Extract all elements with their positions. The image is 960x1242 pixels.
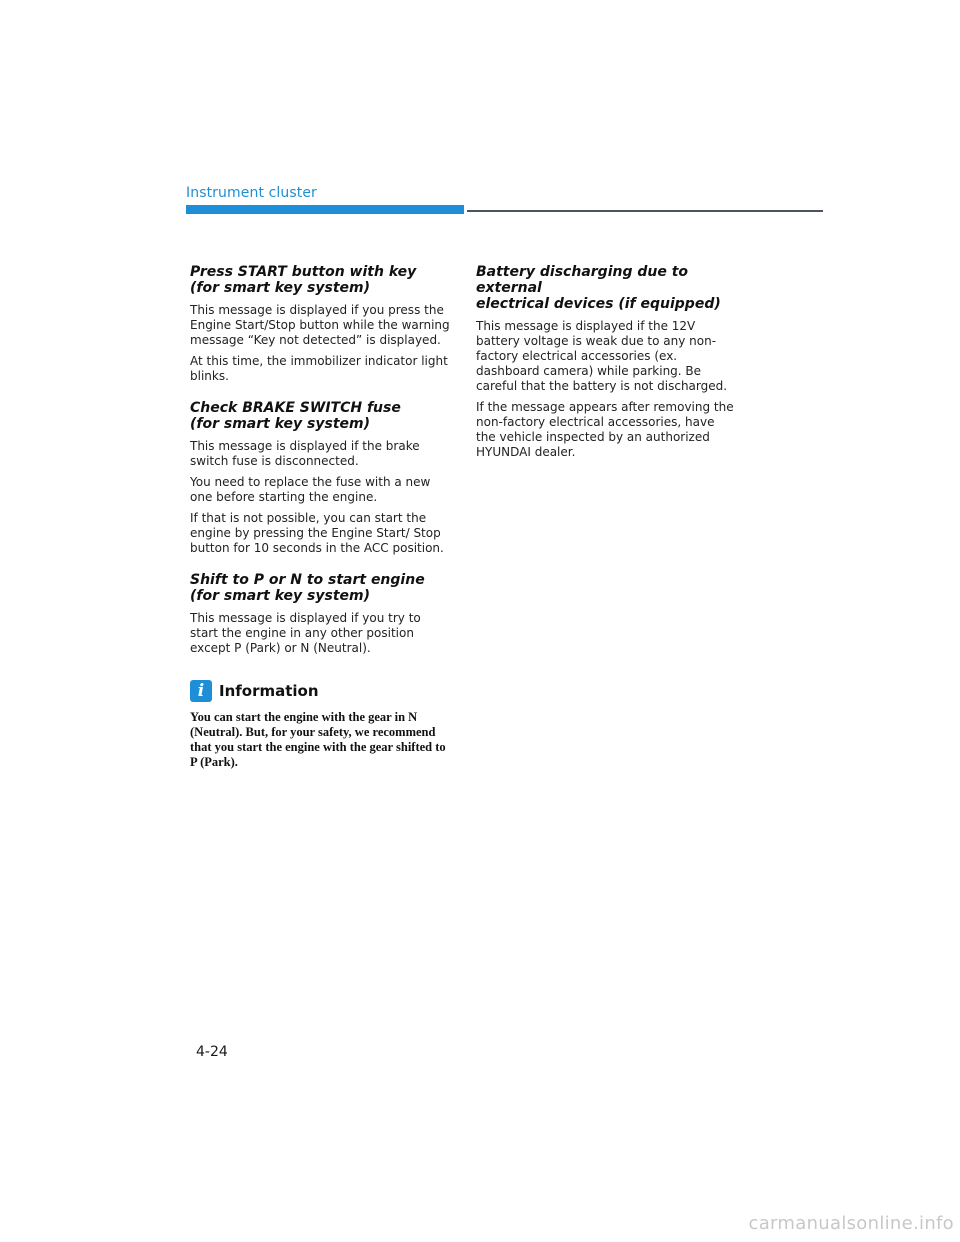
- information-header: [190, 678, 450, 704]
- section-brake-switch: [190, 400, 450, 556]
- header-rule: [467, 210, 823, 212]
- right-column: [476, 264, 736, 466]
- left-column: [190, 264, 450, 770]
- body-paragraph: This message is displayed if the brake switch fuse is disconnected.: [190, 439, 420, 468]
- information-box: [190, 678, 450, 770]
- heading-line: Shift to P or N to start engine: [190, 572, 425, 588]
- section-heading: [190, 572, 450, 604]
- heading-line: electrical devices (if equipped): [476, 296, 721, 312]
- body-paragraph: This message is displayed if you press the Engine Start/Stop button while the warning message “Key not detected” is displayed.: [190, 303, 450, 347]
- heading-line: (for smart key system): [190, 280, 370, 296]
- header-accent-bar: [186, 205, 464, 214]
- body-paragraph: At this time, the immobilizer indicator light blinks.: [190, 354, 448, 383]
- information-title: Information: [219, 682, 319, 700]
- heading-line: Press START button with key: [190, 264, 417, 280]
- body-paragraph: You need to replace the fuse with a new one before starting the engine.: [190, 475, 431, 504]
- body-paragraph: If the message appears after removing the non-factory electrical accessories, have the vehicle inspected by an authorized HYUNDAI dealer.: [476, 400, 734, 459]
- heading-line: (for smart key system): [190, 588, 370, 604]
- section-heading: [190, 264, 450, 296]
- body-paragraph: If that is not possible, you can start the engine by pressing the Engine Start/ Stop button for 10 seconds in the ACC position.: [190, 511, 444, 555]
- heading-line: Battery discharging due to external: [476, 264, 689, 296]
- header-section-title: Instrument cluster: [186, 185, 317, 201]
- page-number: 4-24: [196, 1044, 228, 1060]
- heading-line: Check BRAKE SWITCH fuse: [190, 400, 401, 416]
- section-battery-discharging: [476, 264, 736, 460]
- body-paragraph: This message is displayed if you try to start the engine in any other position except P (Park) or N (Neutral).: [190, 611, 421, 655]
- information-text: You can start the engine with the gear in N (Neutral). But, for your safety, we recommend that you start the engine with the gear shifted to P (Park).: [190, 710, 446, 769]
- section-heading: [190, 400, 450, 432]
- information-icon: i: [190, 680, 212, 702]
- heading-line: (for smart key system): [190, 416, 370, 432]
- body-paragraph: This message is displayed if the 12V battery voltage is weak due to any non-factory electrical accessories (ex. dashboard camera) while parking. Be careful that the battery is not discharged.: [476, 319, 728, 393]
- section-shift-p-n: [190, 572, 450, 656]
- section-press-start: [190, 264, 450, 384]
- section-heading: [476, 264, 736, 312]
- watermark: carmanualsonline.info: [748, 1213, 954, 1234]
